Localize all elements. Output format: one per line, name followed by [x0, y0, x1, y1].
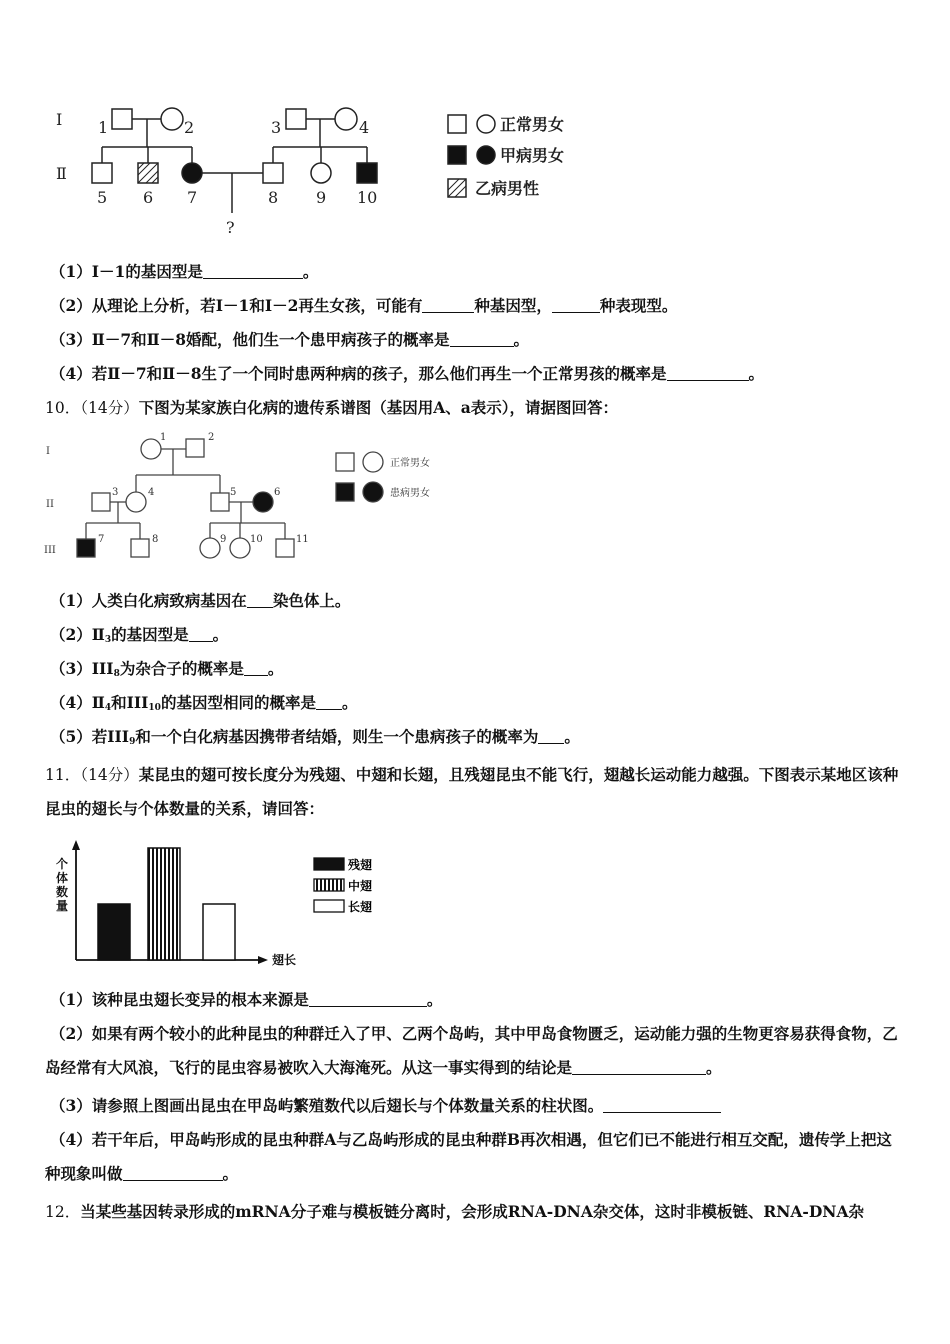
- individual-II-3: [92, 493, 110, 511]
- q11-item-2: （2）如果有两个较小的此种昆虫的种群迁入了甲、乙两个岛屿，其中甲岛食物匮乏，运动能力强的生物更容易获得食物，乙岛经常有大风浪，飞行的昆虫容易被吹入大海淹死。从这一事实得到的结论是 。: [45, 1024, 898, 1077]
- individual-III-10: [230, 538, 250, 558]
- legend-label-中翅: 中翅: [348, 879, 373, 893]
- q11-item-4: （4）若干年后，甲岛屿形成的昆虫种群A与乙岛屿形成的昆虫种群B再次相遇，但它们已不能进行相互交配，遗传学上把这种现象叫做 。: [45, 1130, 892, 1183]
- answer-blank[interactable]: [603, 1098, 721, 1113]
- individual-II-7: [182, 163, 202, 183]
- svg-text:乙病男性: 乙病男性: [475, 179, 540, 198]
- answer-blank[interactable]: [247, 593, 273, 608]
- individual-II-4: [126, 492, 146, 512]
- svg-text:2: 2: [208, 432, 215, 443]
- svg-text:5: 5: [230, 487, 237, 498]
- svg-text:患病男女: 患病男女: [390, 488, 430, 499]
- q12-header: 12．当某些基因转录形成的mRNA分子难与模板链分离时，会形成RNA-DNA杂交体，这时非模板链、RNA-DNA杂: [45, 1202, 865, 1221]
- answer-blank[interactable]: [309, 992, 427, 1007]
- individual-I-1: [141, 439, 161, 459]
- label-6: 6: [143, 188, 154, 207]
- individual-III-9: [200, 538, 220, 558]
- legend-affected-female-icon: [363, 482, 383, 502]
- answer-blank[interactable]: [450, 332, 514, 347]
- wing-length-bar-chart: [52, 838, 392, 968]
- individual-II-10: [357, 163, 377, 183]
- label-7: 7: [187, 188, 198, 207]
- svg-text:甲病男女: 甲病男女: [500, 146, 565, 165]
- individual-II-5: [92, 163, 112, 183]
- legend-normal-male-icon: [336, 453, 354, 471]
- svg-text:6: 6: [274, 487, 281, 498]
- label-4: 4: [359, 118, 370, 137]
- answer-blank[interactable]: [572, 1060, 706, 1075]
- svg-text:11: 11: [296, 534, 309, 545]
- answer-blank[interactable]: [422, 298, 474, 313]
- answer-blank[interactable]: [203, 264, 303, 279]
- q10-header: 10．（14分）下图为某家族白化病的遗传系谱图（基因用A、a表示），请据图回答：: [45, 398, 619, 417]
- svg-text:正常男女: 正常男女: [390, 458, 430, 469]
- q9-item-1: （1）Ⅰ－1的基因型是 。: [50, 262, 319, 281]
- q9-item-2: （2）从理论上分析，若Ⅰ－1和Ⅰ－2再生女孩，可能有 种基因型， 种表现型。: [50, 296, 678, 315]
- answer-blank[interactable]: [552, 298, 600, 313]
- individual-I-3: [286, 109, 306, 129]
- q10-item-3: $(3)III_8$为杂合子的概率是 。: [50, 659, 284, 679]
- svg-text:1: 1: [160, 432, 167, 443]
- legend-affected-male-icon: [336, 483, 354, 501]
- pedigree-chart-2: [40, 425, 460, 565]
- q11-item-3: （3）请参照上图画出昆虫在甲岛屿繁殖数代以后翅长与个体数量关系的柱状图。: [50, 1096, 721, 1116]
- x-axis-arrow: [258, 956, 268, 964]
- individual-II-8: [263, 163, 283, 183]
- legend-label-长翅: 长翅: [348, 900, 373, 914]
- answer-blank[interactable]: [667, 366, 749, 381]
- legend-swatch-中翅: [314, 879, 344, 891]
- q11-item-1: （1）该种昆虫翅长变异的根本来源是 。: [50, 990, 443, 1009]
- svg-text:4: 4: [148, 487, 155, 498]
- individual-III-11: [276, 539, 294, 557]
- answer-blank[interactable]: [189, 627, 213, 642]
- svg-text:正常男女: 正常男女: [500, 115, 565, 134]
- individual-II-5: [211, 493, 229, 511]
- answer-blank[interactable]: [244, 661, 268, 676]
- q10-item-5: （5）若$III_9$和一个白化病基因携带者结婚，则生一个患病孩子的概率为 。: [50, 727, 580, 747]
- q10-item-2: $(2)Ⅱ_3$的基因型是 。: [50, 625, 229, 645]
- q9-item-4: （4）若Ⅱ－7和Ⅱ－8生了一个同时患两种病的孩子，那么他们再生一个正常男孩的概率是 。: [50, 364, 765, 383]
- label-unknown: ?: [226, 218, 235, 237]
- legend-swatch-长翅: [314, 900, 344, 912]
- svg-text:3: 3: [112, 487, 119, 498]
- svg-text:I: I: [46, 446, 50, 457]
- bar-长翅: [203, 904, 235, 960]
- y-axis-label: 个体数量: [56, 857, 69, 913]
- individual-III-8: [131, 539, 149, 557]
- x-axis-label: 翅长: [272, 953, 297, 967]
- svg-text:7: 7: [98, 534, 105, 545]
- individual-II-6: [253, 492, 273, 512]
- individual-I-2: [186, 439, 204, 457]
- q9-item-3: （3）Ⅱ－7和Ⅱ－8婚配，他们生一个患甲病孩子的概率是 。: [50, 330, 530, 349]
- individual-III-7: [77, 539, 95, 557]
- label-1: 1: [98, 118, 109, 137]
- label-9: 9: [316, 188, 327, 207]
- svg-text:II: II: [46, 499, 54, 510]
- legend-normal-female-icon: [363, 452, 383, 472]
- label-2: 2: [184, 118, 195, 137]
- individual-I-2: [161, 108, 183, 130]
- label-10: 10: [357, 188, 378, 207]
- y-axis-arrow: [72, 840, 80, 850]
- svg-text:9: 9: [220, 534, 227, 545]
- svg-text:Ⅱ: Ⅱ: [56, 164, 67, 183]
- label-3: 3: [271, 118, 282, 137]
- individual-II-9: [311, 163, 331, 183]
- label-5: 5: [97, 188, 108, 207]
- svg-text:8: 8: [152, 534, 159, 545]
- answer-blank[interactable]: [538, 729, 564, 744]
- legend-normal-female-icon: [477, 115, 495, 133]
- label-8: 8: [268, 188, 279, 207]
- legend-normal-male-icon: [448, 115, 466, 133]
- bar-中翅: [148, 848, 180, 960]
- pedigree-chart-1: [40, 95, 600, 245]
- svg-text:III: III: [44, 545, 56, 556]
- legend-disease-a-female-icon: [477, 146, 495, 164]
- q10-item-1: （1）人类白化病致病基因在 染色体上。: [50, 591, 351, 610]
- svg-text:Ⅰ: Ⅰ: [56, 110, 63, 129]
- legend-disease-a-male-icon: [448, 146, 466, 164]
- q10-item-4: $(4)Ⅱ_4$和$III_{10}$的基因型相同的概率是 。: [50, 693, 358, 713]
- q11-header: 11．（14分）某昆虫的翅可按长度分为残翅、中翅和长翅，且残翅昆虫不能飞行，翅越长运动能力越强。下图表示某地区该种昆虫的翅长与个体数量的关系，请回答：: [45, 765, 899, 818]
- bar-残翅: [98, 904, 130, 960]
- legend-label-残翅: 残翅: [348, 858, 373, 872]
- individual-I-4: [335, 108, 357, 130]
- answer-blank[interactable]: [316, 695, 342, 710]
- legend-swatch-残翅: [314, 858, 344, 870]
- answer-blank[interactable]: [123, 1166, 223, 1181]
- svg-text:10: 10: [250, 534, 263, 545]
- individual-I-1: [112, 109, 132, 129]
